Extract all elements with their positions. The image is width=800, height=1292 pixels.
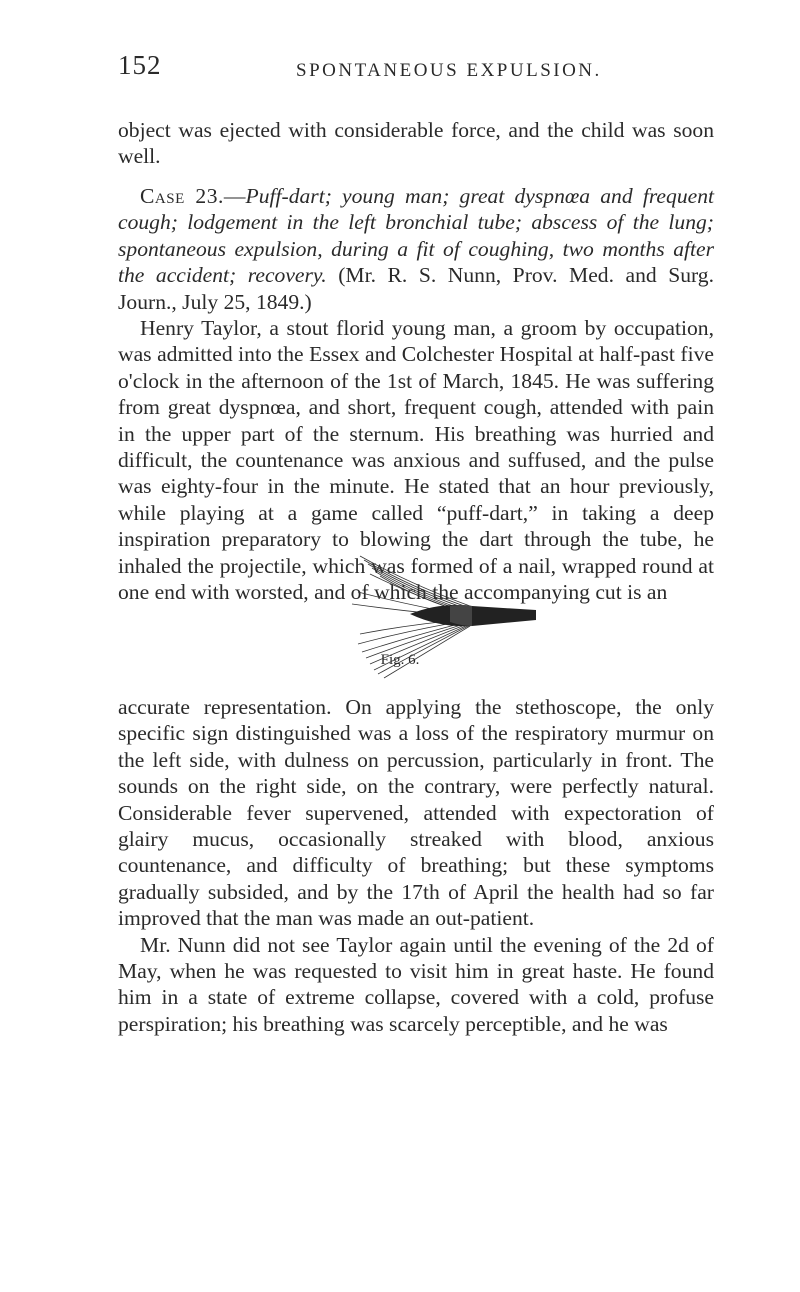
running-head: SPONTANEOUS EXPULSION.	[296, 60, 602, 81]
page-number: 152	[118, 50, 162, 80]
continued-text-block	[118, 694, 714, 1037]
opening-paragraph-block	[118, 117, 714, 170]
paragraph-continuation: object was ejected with considerable force, and the child was soon well.	[118, 118, 714, 169]
case-dash: —	[223, 184, 246, 208]
page-header	[118, 50, 713, 90]
paragraph-after-figure: accurate representation. On applying the stethoscope, the only specific sign distinguished was a loss of the respiratory murmur on the left side, with dulness on percussion, particularly in front. The sounds on the right side, on the contrary, were perfectly natural. Considerable fever supervened, attended with expectoration of glairy mucus, occasionally streaked with blood, anxious countenance, and difficulty of breathing; but these symptoms gradually subsided, and by the 17th of April the health had so far improved that the man was made an out-patient.	[118, 695, 714, 931]
case-narrative-paragraph: Henry Taylor, a stout florid young man, a groom by occupation, was admitted into the Essex and Colchester Hospital at half-past five o'clock in the afternoon of the 1st of March, 1845. He was suffering from great dyspnœa, and short, frequent cough, attended with pain in the upper part of the sternum. His breathing was hurried and difficult, the countenance was anxious and suffused, and the pulse was eighty-four in the minute. He stated that an hour previously, while playing at a game called “puff-dart,” in taking a deep inspiration preparatory to blowing the dart through the tube, he inhaled the projectile, which was formed of a nail, wrapped round at one end with worsted, and of which the accompanying cut is an	[118, 316, 714, 605]
case-heading	[118, 183, 714, 315]
case-block	[118, 183, 714, 606]
puff-dart-illustration	[300, 544, 540, 684]
case-citation: (Mr. R. S. Nunn, Prov. Med. and Surg. Journ., July 25, 1849.)	[118, 263, 714, 314]
case-title: Puff-dart; young man; great dyspnœa and frequent cough; lodgement in the left bronchial tube; abscess of the lung; spontaneous expulsion, during a fit of coughing, two months after the accident; recovery.	[118, 184, 714, 288]
figure-label: Fig. 6.	[380, 652, 420, 668]
closing-paragraph: Mr. Nunn did not see Taylor again until the evening of the 2d of May, when he was requested to visit him in great haste. He found him in a state of extreme collapse, covered with a cold, profuse perspiration; his breathing was scarcely perceptible, and he was	[118, 932, 714, 1036]
case-label: Case 23.	[140, 184, 224, 208]
